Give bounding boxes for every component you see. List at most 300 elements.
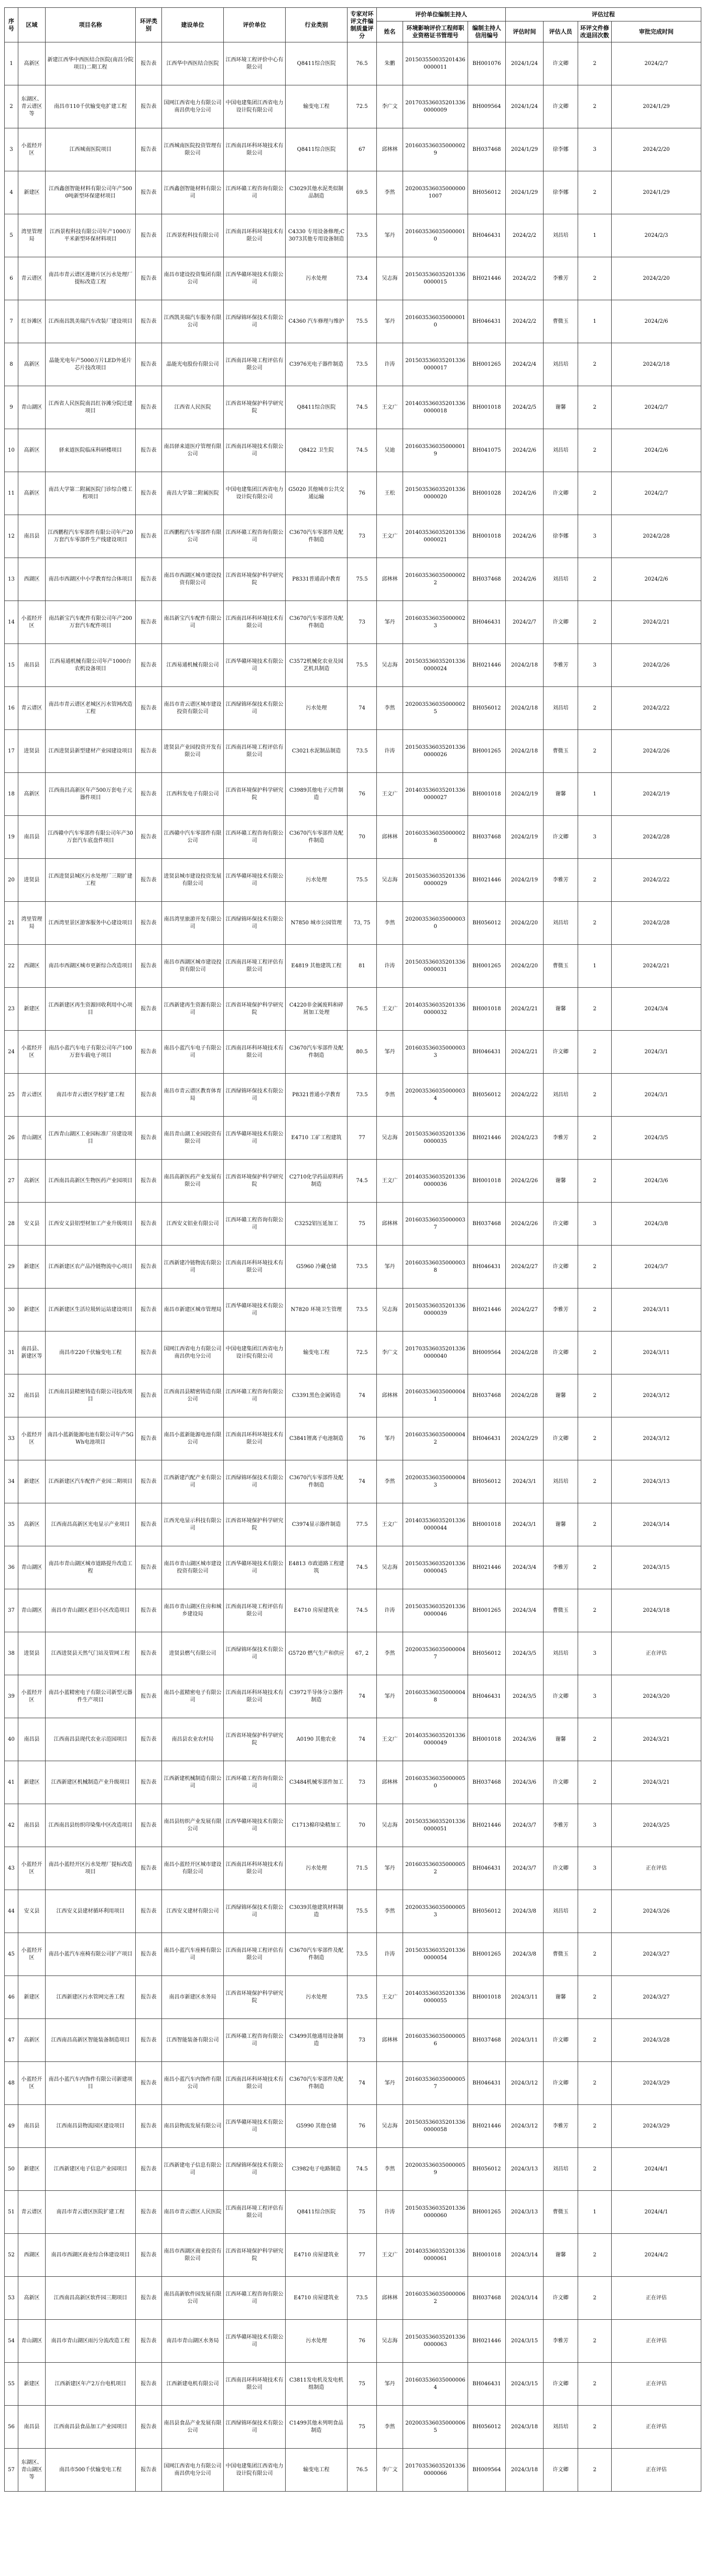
cell-credit-number: BH046431 <box>468 1675 506 1718</box>
cell-env-category: 报告表 <box>136 2019 162 2062</box>
cell-project-name: 晶能光电年产5000万片LED外延片芯片技改项目 <box>46 343 136 386</box>
cell-eval-person: 许文卿 <box>544 2277 578 2320</box>
cell-project-name: 江西南昌县物流园区建设项目 <box>46 2105 136 2148</box>
cell-builder: 南昌大学第二附属医院 <box>162 472 224 515</box>
cell-eval-unit: 江西绿锦环保技术有限公司 <box>224 1890 286 1933</box>
cell-eval-person: 李雅芳 <box>544 1804 578 1847</box>
cell-seq: 46 <box>5 1976 18 2019</box>
cell-industry: G5020 其他城市公共交通运输 <box>286 472 348 515</box>
cell-seq: 21 <box>5 902 18 945</box>
cell-eval-unit: 江西华赣环境技术有限公司 <box>224 644 286 687</box>
cell-credit-number: BH046431 <box>468 2363 506 2406</box>
cell-eval-person: 谢馨 <box>544 1374 578 1417</box>
cell-builder: 江西新建汽配产业有限公司 <box>162 1460 224 1503</box>
cell-eval-person: 许文卿 <box>544 1847 578 1890</box>
cell-eval-unit: 江西南昌环科环境技术有限公司 <box>224 2363 286 2406</box>
cell-region: 小蓝经开区 <box>18 1031 46 1074</box>
cell-host-name: 邹丹 <box>377 601 403 644</box>
cell-eval-person: 徐李娜 <box>544 515 578 558</box>
cell-score: 74 <box>348 1460 377 1503</box>
cell-region: 红谷滩区 <box>18 300 46 343</box>
cell-cert-number: 2015035360352013360000063 <box>403 2320 468 2363</box>
cell-cert-number: 2016035360350000029 <box>403 128 468 171</box>
cell-approval-time: 2024/3/11 <box>612 1289 701 1331</box>
cell-builder: 进贤县产业园投资开发有限公司 <box>162 730 224 773</box>
cell-host-name: 王文广 <box>377 1160 403 1203</box>
cell-industry: C3499其他通用设备制造 <box>286 2019 348 2062</box>
cell-project-name: 南昌市青云谱区学校扩建工程 <box>46 1074 136 1117</box>
cell-score: 75.5 <box>348 644 377 687</box>
cell-env-category: 报告表 <box>136 1718 162 1761</box>
cell-region: 小蓝经开区 <box>18 2062 46 2105</box>
cell-seq: 52 <box>5 2234 18 2277</box>
cell-eval-date: 2024/3/15 <box>506 2320 544 2363</box>
cell-project-name: 江西湾里景区游客服务中心建设项目 <box>46 902 136 945</box>
cell-score: 67, 2 <box>348 1632 377 1675</box>
cell-eval-date: 2024/3/1 <box>506 1460 544 1503</box>
cell-env-category: 报告表 <box>136 1331 162 1374</box>
cell-credit-number: BH046431 <box>468 1847 506 1890</box>
cell-approval-time: 2024/3/13 <box>612 1460 701 1503</box>
cell-credit-number: BH021446 <box>468 1117 506 1160</box>
cell-eval-person: 谢馨 <box>544 988 578 1031</box>
cell-industry: C3670汽车零部件及配件制造 <box>286 1460 348 1503</box>
cell-credit-number: BH001265 <box>468 343 506 386</box>
cell-env-category: 报告表 <box>136 1632 162 1675</box>
cell-rework-count: 2 <box>578 2363 612 2406</box>
table-row <box>5 1203 701 1246</box>
cell-industry: C3972半导体分立器件制造 <box>286 1675 348 1718</box>
cell-builder: 南昌市青云谱区教育体育局 <box>162 1074 224 1117</box>
cell-host-name: 邹丹 <box>377 1417 403 1460</box>
header-region: 区域 <box>18 8 46 42</box>
cell-cert-number: 2014035360352013360000049 <box>403 1718 468 1761</box>
cell-industry: C2710化学药品原料药制造 <box>286 1160 348 1203</box>
cell-credit-number: BH046431 <box>468 1417 506 1460</box>
table-row <box>5 2019 701 2062</box>
cell-host-name: 王文广 <box>377 1718 403 1761</box>
cell-host-name: 邹丹 <box>377 214 403 257</box>
cell-eval-date: 2024/3/8 <box>506 1890 544 1933</box>
cell-industry: 输变电工程 <box>286 2449 348 2492</box>
cell-approval-time: 2024/3/29 <box>612 2105 701 2148</box>
cell-credit-number: BH056012 <box>468 687 506 730</box>
cell-builder: 国网江西省电力有限公司南昌供电分公司 <box>162 2449 224 2492</box>
cell-eval-date: 2024/2/7 <box>506 601 544 644</box>
cell-industry: 污水处理 <box>286 859 348 902</box>
cell-cert-number: 2016035360350000052 <box>403 1847 468 1890</box>
cell-cert-number: 2016035360350000019 <box>403 429 468 472</box>
cell-rework-count: 2 <box>578 601 612 644</box>
cell-cert-number: 2020035360350000059 <box>403 2148 468 2191</box>
cell-seq: 8 <box>5 343 18 386</box>
cell-eval-person: 许文卿 <box>544 85 578 128</box>
cell-rework-count: 3 <box>578 515 612 558</box>
cell-score: 73 <box>348 515 377 558</box>
cell-industry: C3039其他建筑材料制造 <box>286 1890 348 1933</box>
cell-host-name: 吴迪 <box>377 429 403 472</box>
cell-score: 75.5 <box>348 1890 377 1933</box>
cell-cert-number: 2020035360350000043 <box>403 1460 468 1503</box>
cell-env-category: 报告表 <box>136 859 162 902</box>
cell-score: 73, 75 <box>348 902 377 945</box>
cell-seq: 41 <box>5 1761 18 1804</box>
cell-rework-count: 2 <box>578 472 612 515</box>
cell-cert-number: 2016035360350000064 <box>403 2363 468 2406</box>
cell-env-category: 报告表 <box>136 2234 162 2277</box>
cell-seq: 18 <box>5 773 18 816</box>
cell-approval-time: 正在评估 <box>612 2320 701 2363</box>
cell-host-name: 许涛 <box>377 343 403 386</box>
cell-score: 71.5 <box>348 1847 377 1890</box>
cell-project-name: 南昌市青云谱区医院扩建工程 <box>46 2191 136 2234</box>
cell-project-name: 南昌新宝汽车配件有限公司年产200万套汽车配件项目 <box>46 601 136 644</box>
cell-env-category: 报告表 <box>136 1074 162 1117</box>
cell-builder: 南昌小蓝汽车内饰件有限公司 <box>162 2062 224 2105</box>
cell-host-name: 王文广 <box>377 773 403 816</box>
cell-eval-unit: 江西绿锦环保技术有限公司 <box>224 2406 286 2449</box>
cell-rework-count: 1 <box>578 945 612 988</box>
cell-seq: 24 <box>5 1031 18 1074</box>
cell-eval-person: 许文卿 <box>544 2363 578 2406</box>
cell-project-name: 江西南昌高新区年产500万套电子元器件项目 <box>46 773 136 816</box>
cell-host-name: 王松 <box>377 472 403 515</box>
cell-approval-time: 2024/2/28 <box>612 515 701 558</box>
cell-host-name: 邱林林 <box>377 128 403 171</box>
cell-project-name: 江西南昌高新区软件园三期项目 <box>46 2277 136 2320</box>
cell-region: 新建区 <box>18 171 46 214</box>
cell-region: 高新区 <box>18 42 46 85</box>
cell-builder: 南昌驿来道医疗管理有限公司 <box>162 429 224 472</box>
cell-cert-number: 2020035360350000047 <box>403 1632 468 1675</box>
cell-project-name: 南昌市青云谱区老城区污水管网改造工程 <box>46 687 136 730</box>
cell-score: 80.5 <box>348 1031 377 1074</box>
cell-env-category: 报告表 <box>136 988 162 1031</box>
cell-eval-unit: 江西环赣工程咨询有限公司 <box>224 171 286 214</box>
cell-score: 75 <box>348 2406 377 2449</box>
cell-eval-date: 2024/2/6 <box>506 429 544 472</box>
cell-approval-time: 2024/3/21 <box>612 1761 701 1804</box>
cell-eval-date: 2024/1/29 <box>506 171 544 214</box>
cell-eval-person: 刘昌培 <box>544 558 578 601</box>
cell-industry: 输变电工程 <box>286 85 348 128</box>
cell-env-category: 报告表 <box>136 773 162 816</box>
cell-eval-person: 李雅芳 <box>544 1117 578 1160</box>
cell-eval-person: 谢馨 <box>544 1160 578 1203</box>
cell-eval-unit: 中国电建集团江西省电力设计院有限公司 <box>224 1331 286 1374</box>
header-responsible-group: 评价单位编制主持人 <box>377 8 506 21</box>
cell-eval-unit: 江西华赣环境技术有限公司 <box>224 1546 286 1589</box>
cell-host-name: 王文广 <box>377 1976 403 2019</box>
cell-eval-unit: 江西省环境保护科学研究院 <box>224 2234 286 2277</box>
header-industry: 行业类别 <box>286 8 348 42</box>
cell-eval-date: 2024/3/14 <box>506 2234 544 2277</box>
cell-cert-number: 2017035360352013360000040 <box>403 1331 468 1374</box>
cell-score: 77 <box>348 1117 377 1160</box>
cell-region: 高新区 <box>18 343 46 386</box>
cell-approval-time: 2024/3/27 <box>612 1976 701 2019</box>
table-row <box>5 773 701 816</box>
cell-eval-date: 2024/3/18 <box>506 2406 544 2449</box>
cell-env-category: 报告表 <box>136 429 162 472</box>
cell-host-name: 王文广 <box>377 1503 403 1546</box>
cell-score: 73 <box>348 1761 377 1804</box>
header-env-category: 环评类别 <box>136 8 162 42</box>
cell-approval-time: 2024/4/2 <box>612 2234 701 2277</box>
cell-approval-time: 2024/2/26 <box>612 730 701 773</box>
cell-industry: Q8411综合医院 <box>286 128 348 171</box>
cell-host-name: 邱林林 <box>377 558 403 601</box>
cell-cert-number: 2014035360352013360000044 <box>403 1503 468 1546</box>
cell-rework-count: 2 <box>578 902 612 945</box>
cell-rework-count: 2 <box>578 42 612 85</box>
cell-env-category: 报告表 <box>136 515 162 558</box>
cell-score: 74 <box>348 1718 377 1761</box>
cell-env-category: 报告表 <box>136 1804 162 1847</box>
cell-env-category: 报告表 <box>136 2191 162 2234</box>
cell-eval-person: 许文卿 <box>544 1761 578 1804</box>
cell-seq: 55 <box>5 2363 18 2406</box>
cell-credit-number: BH037468 <box>468 2019 506 2062</box>
cell-project-name: 江西南昌县精密铸造有限公司技改项目 <box>46 1374 136 1417</box>
cell-host-name: 邹丹 <box>377 1675 403 1718</box>
cell-builder: 江西光电显示科技有限公司 <box>162 1503 224 1546</box>
cell-builder: 江西安义建材有限公司 <box>162 1890 224 1933</box>
cell-region: 青云谱区 <box>18 1074 46 1117</box>
cell-eval-unit: 江西省环境保护科学研究院 <box>224 386 286 429</box>
table-row <box>5 2062 701 2105</box>
cell-env-category: 报告表 <box>136 1031 162 1074</box>
table-row <box>5 2105 701 2148</box>
cell-region: 新建区 <box>18 1246 46 1289</box>
cell-env-category: 报告表 <box>136 1675 162 1718</box>
cell-builder: 南昌市青山湖区住房和城乡建设局 <box>162 1589 224 1632</box>
cell-industry: C3029其他水泥类似制品制造 <box>286 171 348 214</box>
table-row <box>5 429 701 472</box>
cell-eval-unit: 江西环境工程评价中心有限公司 <box>224 42 286 85</box>
cell-builder: 南昌小蓝汽车座椅有限公司 <box>162 1933 224 1976</box>
cell-credit-number: BH001018 <box>468 773 506 816</box>
table-row <box>5 730 701 773</box>
cell-cert-number: 2017035360352013360000009 <box>403 85 468 128</box>
cell-industry: Q8422 卫生院 <box>286 429 348 472</box>
cell-region: 新建区 <box>18 1289 46 1331</box>
cell-eval-date: 2024/2/20 <box>506 902 544 945</box>
cell-env-category: 报告表 <box>136 1417 162 1460</box>
cell-score: 72.5 <box>348 1331 377 1374</box>
cell-builder: 晶能光电股份有限公司 <box>162 343 224 386</box>
cell-project-name: 江西南昌县食品加工产业园项目 <box>46 2406 136 2449</box>
cell-approval-time: 2024/4/1 <box>612 2148 701 2191</box>
cell-credit-number: BH021446 <box>468 859 506 902</box>
cell-industry: C3982电子电路制造 <box>286 2148 348 2191</box>
cell-rework-count: 3 <box>578 1675 612 1718</box>
cell-eval-date: 2024/2/5 <box>506 386 544 429</box>
cell-env-category: 报告表 <box>136 214 162 257</box>
cell-cert-number: 2016035360350000057 <box>403 2062 468 2105</box>
cell-host-name: 王文广 <box>377 988 403 1031</box>
cell-industry: 污水处理 <box>286 1976 348 2019</box>
cell-rework-count: 2 <box>578 558 612 601</box>
cell-env-category: 报告表 <box>136 730 162 773</box>
cell-project-name: 南昌小蓝汽车内饰件有限公司新建项目 <box>46 2062 136 2105</box>
cell-region: 青云谱区 <box>18 257 46 300</box>
cell-seq: 22 <box>5 945 18 988</box>
cell-eval-date: 2024/2/18 <box>506 687 544 730</box>
cell-project-name: 南昌小蓝新能源电池有限公司年产5GWh电池项目 <box>46 1417 136 1460</box>
cell-rework-count: 2 <box>578 171 612 214</box>
cell-host-name: 邹丹 <box>377 2363 403 2406</box>
cell-credit-number: BH037468 <box>468 128 506 171</box>
cell-industry: 污水处理 <box>286 2320 348 2363</box>
cell-seq: 43 <box>5 1847 18 1890</box>
cell-industry: E4710 房屋建筑业 <box>286 2234 348 2277</box>
cell-project-name: 南昌市青山湖区城市道路提升改造工程 <box>46 1546 136 1589</box>
cell-industry: E4710 工矿工程建筑 <box>286 1117 348 1160</box>
cell-eval-person: 刘昌培 <box>544 1074 578 1117</box>
cell-rework-count: 2 <box>578 2449 612 2492</box>
cell-cert-number: 2015035360352013360000046 <box>403 1589 468 1632</box>
cell-rework-count: 2 <box>578 859 612 902</box>
cell-eval-date: 2024/2/27 <box>506 1289 544 1331</box>
cell-host-name: 邱林林 <box>377 1374 403 1417</box>
cell-cert-number: 2016035360350000028 <box>403 816 468 859</box>
cell-region: 高新区 <box>18 472 46 515</box>
cell-env-category: 报告表 <box>136 300 162 343</box>
cell-project-name: 江西新建区电子信息产业园项目 <box>46 2148 136 2191</box>
cell-eval-date: 2024/2/27 <box>506 1246 544 1289</box>
cell-credit-number: BH001018 <box>468 386 506 429</box>
cell-eval-unit: 江西绿锦环保技术有限公司 <box>224 1074 286 1117</box>
cell-eval-person: 许文卿 <box>544 1675 578 1718</box>
cell-score: 73.5 <box>348 1246 377 1289</box>
cell-eval-person: 刘昌培 <box>544 343 578 386</box>
cell-env-category: 报告表 <box>136 601 162 644</box>
table-row <box>5 988 701 1031</box>
cell-seq: 48 <box>5 2062 18 2105</box>
cell-region: 东湖区、青云谱区等 <box>18 85 46 128</box>
cell-rework-count: 2 <box>578 2277 612 2320</box>
cell-project-name: 南昌市西湖区中小学教育综合体项目 <box>46 558 136 601</box>
cell-builder: 江西景程科技有限公司 <box>162 214 224 257</box>
cell-eval-unit: 江西绿锦环保技术有限公司 <box>224 687 286 730</box>
cell-eval-unit: 江西环赣工程咨询有限公司 <box>224 1374 286 1417</box>
cell-host-name: 李然 <box>377 2148 403 2191</box>
cell-rework-count: 2 <box>578 1761 612 1804</box>
cell-env-category: 报告表 <box>136 2363 162 2406</box>
cell-approval-time: 2024/3/5 <box>612 1117 701 1160</box>
cell-rework-count: 2 <box>578 2406 612 2449</box>
cell-region: 进贤县 <box>18 1632 46 1675</box>
cell-industry: C3811发电机及发电机组制造 <box>286 2363 348 2406</box>
cell-eval-date: 2024/2/19 <box>506 816 544 859</box>
cell-approval-time: 2024/2/7 <box>612 42 701 85</box>
table-row <box>5 1031 701 1074</box>
cell-credit-number: BH021446 <box>468 2105 506 2148</box>
cell-eval-person: 李雅芳 <box>544 257 578 300</box>
cell-cert-number: 2014035360352013360000055 <box>403 1976 468 2019</box>
cell-approval-time: 2024/2/20 <box>612 128 701 171</box>
cell-credit-number: BH001265 <box>468 1589 506 1632</box>
cell-cert-number: 2016035360350000041 <box>403 1374 468 1417</box>
cell-rework-count: 2 <box>578 2320 612 2363</box>
cell-eval-person: 许文卿 <box>544 1417 578 1460</box>
cell-rework-count: 1 <box>578 773 612 816</box>
cell-eval-unit: 江西省环境保护科学研究院 <box>224 1976 286 2019</box>
cell-eval-unit: 江西南昌环科环境技术有限公司 <box>224 1246 286 1289</box>
cell-builder: 国网江西省电力有限公司南昌供电分公司 <box>162 85 224 128</box>
cell-cert-number: 2014035360352013360000018 <box>403 386 468 429</box>
table-row <box>5 1933 701 1976</box>
cell-rework-count: 3 <box>578 1804 612 1847</box>
cell-eval-date: 2024/3/1 <box>506 1503 544 1546</box>
table-row <box>5 1074 701 1117</box>
cell-host-name: 邱林林 <box>377 816 403 859</box>
cell-approval-time: 正在评估 <box>612 2406 701 2449</box>
cell-host-name: 吴志海 <box>377 859 403 902</box>
cell-region: 青山湖区 <box>18 1546 46 1589</box>
cell-score: 76.5 <box>348 42 377 85</box>
cell-env-category: 报告表 <box>136 171 162 214</box>
cell-credit-number: BH009564 <box>468 2449 506 2492</box>
cell-eval-unit: 江西省环境保护科学研究院 <box>224 773 286 816</box>
cell-eval-unit: 江西省环境保护科学研究院 <box>224 1718 286 1761</box>
cell-approval-time: 2024/2/19 <box>612 773 701 816</box>
cell-eval-date: 2024/2/2 <box>506 257 544 300</box>
cell-score: 74.5 <box>348 386 377 429</box>
cell-builder: 江西安义铝业有限公司 <box>162 1203 224 1246</box>
cell-rework-count: 2 <box>578 1546 612 1589</box>
cell-score: 73.5 <box>348 214 377 257</box>
table-row <box>5 128 701 171</box>
table-row <box>5 1976 701 2019</box>
cell-region: 小蓝经开区 <box>18 1417 46 1460</box>
cell-score: 73.5 <box>348 343 377 386</box>
cell-score: 73 <box>348 601 377 644</box>
cell-industry: 污水处理 <box>286 257 348 300</box>
cell-score: 72.5 <box>348 85 377 128</box>
cell-region: 青山湖区 <box>18 386 46 429</box>
cell-host-name: 吴志海 <box>377 1117 403 1160</box>
cell-builder: 进贤县城市建设投资发展有限公司 <box>162 859 224 902</box>
cell-eval-unit: 江西省环境保护科学研究院 <box>224 1503 286 1546</box>
cell-env-category: 报告表 <box>136 1890 162 1933</box>
cell-eval-person: 许文卿 <box>544 2062 578 2105</box>
cell-eval-unit: 江西省环境保护科学研究院 <box>224 1160 286 1203</box>
cell-builder: 江西鑫创智能材料有限公司 <box>162 171 224 214</box>
cell-eval-date: 2024/2/19 <box>506 859 544 902</box>
header-cert: 环境影响评价工程师职业资格证书管理号 <box>403 21 468 42</box>
cell-eval-unit: 江西省环境保护科学研究院 <box>224 558 286 601</box>
cell-score: 75 <box>348 2191 377 2234</box>
cell-approval-time: 2024/2/6 <box>612 300 701 343</box>
cell-rework-count: 2 <box>578 1031 612 1074</box>
cell-credit-number: BH021446 <box>468 1289 506 1331</box>
cell-eval-date: 2024/2/2 <box>506 214 544 257</box>
cell-region: 高新区 <box>18 429 46 472</box>
cell-approval-time: 2024/3/21 <box>612 1718 701 1761</box>
cell-eval-unit: 江西南昌环科环境技术有限公司 <box>224 2062 286 2105</box>
cell-credit-number: BH056012 <box>468 2406 506 2449</box>
cell-env-category: 报告表 <box>136 1246 162 1289</box>
header-seq: 序号 <box>5 8 18 42</box>
cell-builder: 南昌市西湖区城市建设投资有限公司 <box>162 558 224 601</box>
cell-rework-count: 3 <box>578 644 612 687</box>
cell-seq: 15 <box>5 644 18 687</box>
cell-seq: 42 <box>5 1804 18 1847</box>
cell-env-category: 报告表 <box>136 687 162 730</box>
cell-host-name: 李广文 <box>377 1331 403 1374</box>
